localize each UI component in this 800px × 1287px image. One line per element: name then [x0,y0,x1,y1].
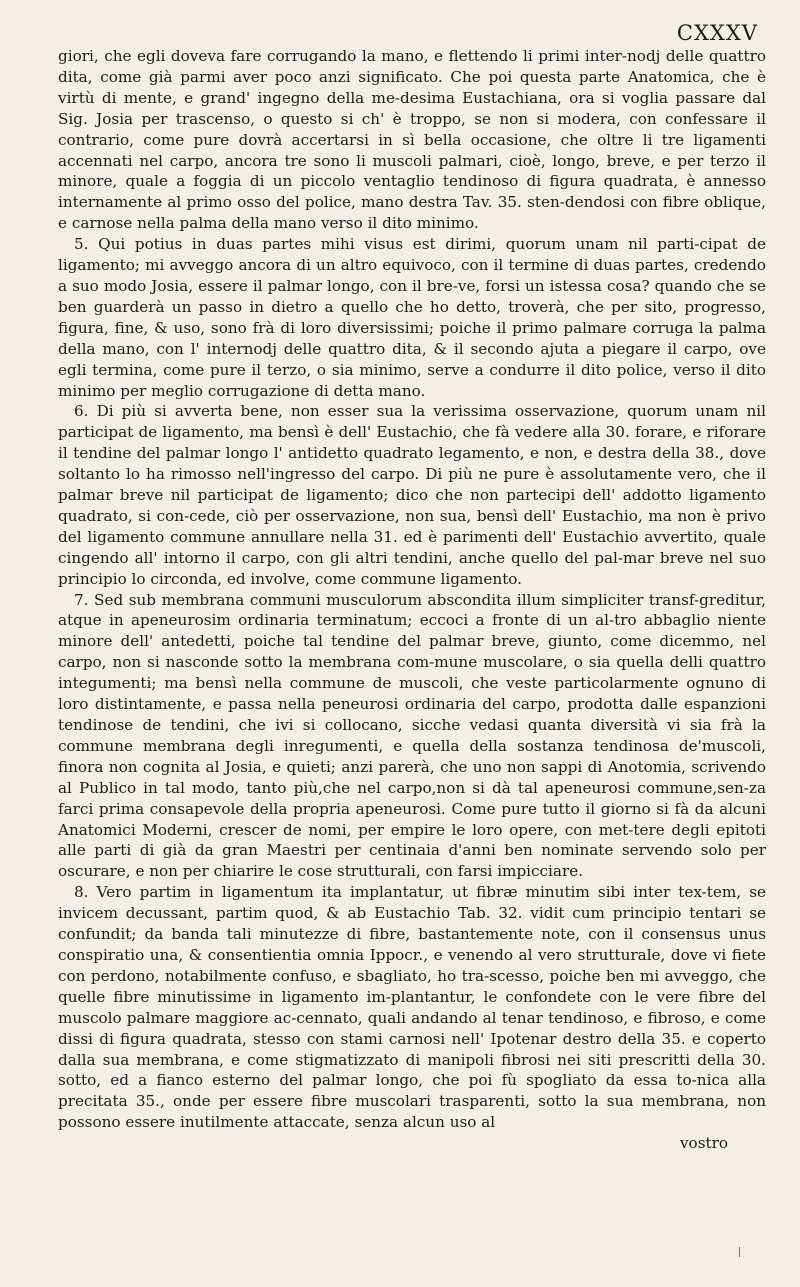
margin-mark [739,1247,746,1257]
page-folio: CXXXV [676,21,758,45]
page-body [58,46,766,1133]
paragraph-6: 6. Di più si avverta bene, non esser sua la verissima osservazione, quorum unam nil participat de ligamento, ma bensì è dell' Eustachio, che fà vedere alla 30. forare, e riforare il tendine del palmar longo l' antidetto quadrato legamento, e non, e destra della 38., dove soltanto lo ha rimosso nell'ingresso del carpo. Di più ne pure è assolutamente vero, che il palmar breve nil participat de ligamento; dico che non partecipi dell' addotto ligamento quadrato, si con-cede, ciò per osservazione, non sua, bensì dell' Eustachio, ma non è privo del ligamento commune annullare nella 31. ed è parimenti dell' Eustachio avvertito, quale cingendo all' intorno il carpo, con gli altri tendini, anche quello del pal-mar breve nel suo principio lo circonda, ed involve, come commune ligamento. [58,402,766,588]
paragraph-continuation: giori, che egli doveva fare corrugando la mano, e flettendo li primi inter-nodj delle quattro dita, come già parmi aver poco anzi significato. Che poi questa parte Anatomica, che è virtù di mente, e grand' ingegno della me-desima Eustachiana, ora si voglia passare dal Sig. Josia per trascenso, o questo si ch' è troppo, se non si modera, con confessare il contrario, come pure dovrà accertarsi in sì bella occasione, che oltre li tre ligamenti accennati nel carpo, ancora tre sono li muscoli palmari, cioè, longo, breve, e per terzo il minore, quale a foggia di un piccolo ventaglio tendinoso di figura quadrata, è annesso internamente al primo osso del police, mano destra Tav. 35. sten-dendosi con fibre oblique, e carnose nella palma della mano verso il dito minimo. [58,47,766,233]
paragraph-5: 5. Qui potius in duas partes mihi visus est dirimi, quorum unam nil parti-cipat de ligamento; mi avveggo ancora di un altro equivoco, con il termine di duas partes, credendo a suo modo Josia, essere il palmar longo, con il bre-ve, forsi un istessa cosa? quando che se ben guarderà un passo in dietro a quello che ho detto, troverà, che per sito, progresso, figura, fine, & uso, sono frà di loro diversissimi; poiche il primo palmare corruga la palma della mano, con l' internodj delle quattro dita, & il secondo ajuta a piegare il carpo, ove egli termina, come pure il terzo, o sia minimo, serve a condurre il dito police, verso il dito minimo per meglio corrugazione di detta mano. [58,235,766,400]
paragraph-7: 7. Sed sub membrana communi musculorum abscondita illum simpliciter transf-greditur, atque in apeneurosim ordinaria terminatum; eccoci a fronte di un al-tro abbaglio niente minore dell' antedetti, poiche tal tendine del palmar breve, giunto, come dicemmo, nel carpo, non si nasconde sotto la membrana com-mune muscolare, o sia quella delli quattro integumenti; ma bensì nella commune de muscoli, che veste particolarmente ognuno di loro distintamente, e passa nella peneurosi ordinaria del carpo, prodotta dalle espanzioni tendinose de tendini, che ivi si collocano, sicche vedasi quanta diversità vi sia frà la commune membrana degli inregumenti, e quella della sostanza tendinosa de'muscoli, finora non cognita al Josia, e quieti; anzi parerà, che uno non sappi di Anotomia, scrivendo al Publico in tal modo, tanto più,che nel carpo,non si dà tal apeneurosi commune,sen-za farci prima consapevole della propria apeneurosi. Come pure tutto il giorno si fà da alcuni Anatomici Moderni, crescer de nomi, per empire le loro opere, con met-tere degli epitoti alle parti di già da gran Maestri per centinaia d'anni ben nominate servendo solo per oscurare, e non per chiarire le cose strutturali, con farsi impicciare. [58,590,766,881]
paragraph-8: 8. Vero partim in ligamentum ita implantatur, ut fibræ minutim sibi inter tex-tem, se invicem decussant, partim quod, & ab Eustachio Tab. 32. vidit cum principio tentari se confundit; da banda tali minutezze di fibre, bastantemente note, con il consensus unus conspiratio una, & consentientia omnia Ippocr., e venendo al vero strutturale, dove vi fiete con perdono, notabilmente confuso, e sbagliato, ho tra-scesso, poiche ben mi avveggo, che quelle fibre minutissime in ligamento im-plantantur, le confondete con le vere fibre del muscolo palmare maggiore ac-cennato, quali andando al tenar tendinoso, e fibroso, e come dissi di figura quadrata, stesso con stami carnosi nell' Ipotenar destro della 35. e coperto dalla sua membrana, e come stigmatizzato di manipoli fibrosi nei siti prescritti della 30. sotto, ed a fianco esterno del palmar longo, che poi fù spogliato da essa to-nica alla precitata 35., onde per essere fibre muscolari trasparenti, sotto la sua membrana, non possono essere inutilmente attaccate, senza alcun uso al [58,883,766,1132]
catchword: vostro [679,1134,728,1153]
